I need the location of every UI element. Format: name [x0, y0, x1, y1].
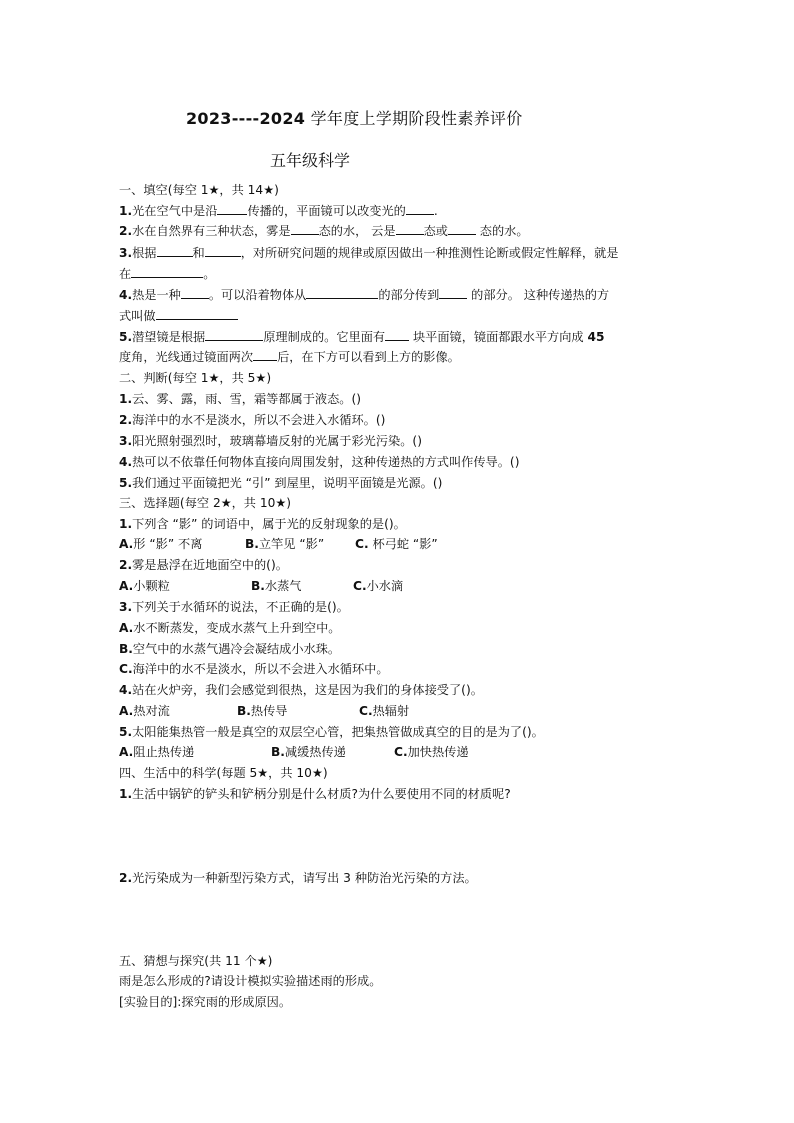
choice-question: 5.太阳能集热管一般是真空的双层空心管，把集热管做成真空的目的是为了()。 — [119, 725, 544, 739]
option-c[interactable]: C.加快热传递 — [394, 745, 469, 759]
short-answer-question: 1.生活中锅铲的铲头和铲柄分别是什么材质?为什么要使用不同的材质呢? — [119, 787, 511, 801]
page-title — [186, 106, 523, 129]
answer-blank[interactable] — [156, 307, 238, 320]
inquiry-prompt: 雨是怎么形成的?请设计模拟实验描述雨的形成。 — [119, 974, 382, 988]
option-b[interactable]: B.减缓热传递 — [271, 745, 346, 759]
choice-options — [119, 534, 438, 554]
answer-blank[interactable] — [131, 265, 203, 278]
section-3-heading: 三、选择题(每空 2★，共 10★) — [119, 496, 292, 510]
judge-item: 3.阳光照射强烈时，玻璃幕墙反射的光属于彩光污染。() — [119, 434, 422, 448]
answer-blank[interactable] — [205, 328, 263, 341]
answer-blank[interactable] — [406, 202, 434, 215]
fill-question-2: 2.水在自然界有三种状态，雾是 态的水， 云是 态或 态的水。 — [119, 224, 529, 238]
page-subtitle: 五年级科学 — [270, 151, 351, 170]
section-2-heading: 二、判断(每空 1★，共 5★) — [119, 371, 272, 385]
section-1-heading: 一、填空(每空 1★，共 14★) — [119, 183, 279, 197]
fill-question-5: 5.潜望镜是根据 原理制成的。它里面有 块平面镜，镜面都跟水平方向成 45 — [119, 330, 605, 344]
option-b[interactable]: B.立竿见 “影” — [245, 537, 325, 551]
option-c[interactable]: C.海洋中的水不是淡水，所以不会进入水循环中。 — [119, 662, 389, 676]
fill-question-5-cont: 度角，光线通过镜面两次 后，在下方可以看到上方的影像。 — [119, 350, 460, 364]
answer-blank[interactable] — [291, 222, 319, 235]
choice-options — [119, 576, 403, 596]
judge-item: 1.云、雾、露，雨、雪，霜等都属于液态。() — [119, 392, 362, 406]
answer-blank[interactable] — [306, 286, 378, 299]
judge-item: 4.热可以不依靠任何物体直接向周围发射，这种传递热的方式叫作传导。() — [119, 455, 520, 469]
section-4-heading: 四、生活中的科学(每题 5★，共 10★) — [119, 766, 328, 780]
choice-question: 2.雾是悬浮在近地面空中的()。 — [119, 558, 288, 572]
choice-question: 1.下列含 “影” 的词语中，属于光的反射现象的是()。 — [119, 517, 406, 531]
option-b[interactable]: B.水蒸气 — [251, 579, 302, 593]
fill-question-4-cont: 式叫做 — [119, 306, 238, 326]
choice-options — [119, 701, 409, 721]
short-answer-question: 2.光污染成为一种新型污染方式，请写出 3 种防治光污染的方法。 — [119, 871, 477, 885]
option-a[interactable]: A.热对流 — [119, 704, 170, 718]
section-5-heading: 五、猜想与探究(共 11 个★) — [119, 954, 273, 968]
choice-options — [119, 742, 469, 762]
answer-blank[interactable] — [253, 348, 277, 361]
option-c[interactable]: C.小水滴 — [353, 579, 404, 593]
fill-question-1: 1.光在空气中是沿 传播的，平面镜可以改变光的 . — [119, 204, 438, 218]
choice-question: 3.下列关于水循环的说法，不正确的是()。 — [119, 600, 349, 614]
experiment-purpose: [实验目的]:探究雨的形成原因。 — [119, 995, 292, 1009]
option-b[interactable]: B.热传导 — [237, 704, 288, 718]
judge-item: 5.我们通过平面镜把光 “引” 到屋里，说明平面镜是光源。() — [119, 476, 443, 490]
fill-question-3-cont: 在 。 — [119, 267, 216, 281]
answer-blank[interactable] — [448, 222, 476, 235]
fill-question-3: 3.根据 和 ，对所研究问题的规律或原因做出一种推测性论断或假定性解释，就是 — [119, 246, 619, 260]
option-a[interactable]: A.小颗粒 — [119, 579, 170, 593]
option-a[interactable]: A.阻止热传递 — [119, 745, 195, 759]
answer-blank[interactable] — [157, 244, 193, 257]
fill-question-4: 4.热是一种 。可以沿着物体从 的部分传到 的部分。 这种传递热的方 — [119, 288, 610, 302]
title-text: 学年度上学期阶段性素养评价 — [305, 109, 523, 128]
answer-blank[interactable] — [181, 286, 209, 299]
option-a[interactable]: A.水不断蒸发，变成水蒸气上升到空中。 — [119, 621, 341, 635]
title-year: 2023----2024 — [186, 109, 306, 128]
judge-item: 2.海洋中的水不是淡水，所以不会进入水循环。() — [119, 413, 386, 427]
answer-blank[interactable] — [439, 286, 467, 299]
option-c[interactable]: C. 杯弓蛇 “影” — [355, 537, 438, 551]
answer-blank[interactable] — [385, 328, 409, 341]
answer-blank[interactable] — [217, 202, 247, 215]
answer-blank[interactable] — [205, 244, 241, 257]
option-b[interactable]: B.空气中的水蒸气遇冷会凝结成小水珠。 — [119, 642, 341, 656]
option-a[interactable]: A.形 “影” 不离 — [119, 537, 203, 551]
answer-blank[interactable] — [396, 222, 424, 235]
option-c[interactable]: C.热辐射 — [359, 704, 410, 718]
choice-question: 4.站在火炉旁，我们会感觉到很热，这是因为我们的身体接受了()。 — [119, 683, 483, 697]
